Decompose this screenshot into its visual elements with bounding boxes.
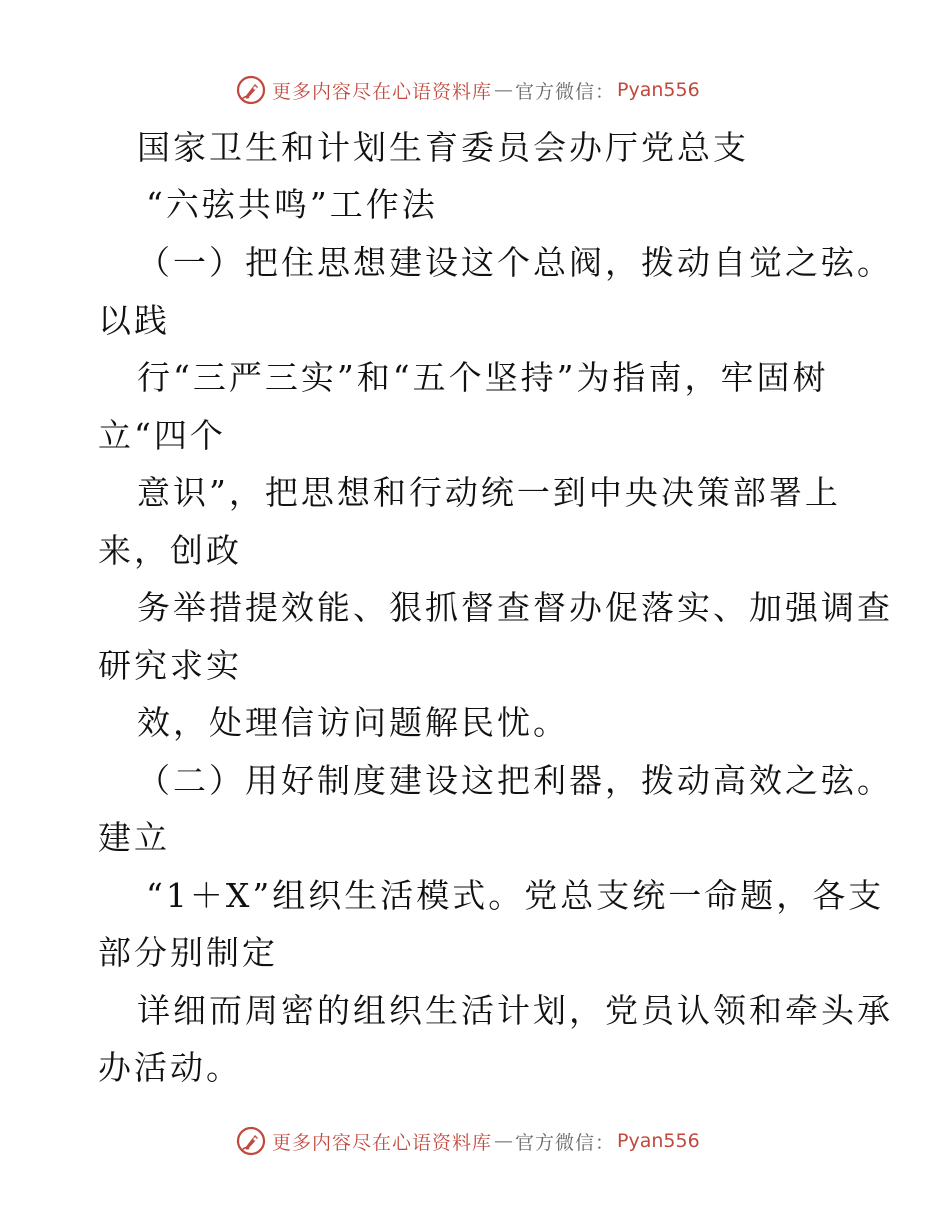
footer-watermark [236, 1124, 700, 1158]
paragraph-line: “1＋X”组织生活模式。党总支统一命题，各支 [146, 876, 885, 915]
watermark-wechat-id: Pyan556 [617, 1130, 700, 1152]
paragraph-line: 务举措提效能、狠抓督查督办促落实、加强调查 [137, 588, 893, 627]
paragraph-line: 详细而周密的组织生活计划，党员认领和牵头承 [137, 991, 893, 1030]
paragraph-line: 立“四个 [98, 416, 226, 455]
paragraph-line: 来，创政 [98, 531, 242, 570]
document-title: 国家卫生和计划生育委员会办厅党总支 [137, 128, 749, 167]
header-watermark [236, 73, 700, 107]
paragraph-line: 部分别制定 [98, 933, 278, 972]
watermark-dash: — [494, 1130, 514, 1152]
paragraph-line: 以践 [98, 301, 170, 340]
paragraph-line: （二）用好制度建设这把利器，拨动高效之弦。 [137, 761, 893, 800]
paragraph-line: 建立 [98, 818, 170, 857]
watermark-brand-text: 更多内容尽在心语资料库 [272, 80, 493, 103]
watermark-label: 官方微信： [515, 80, 616, 103]
watermark-brand-text: 更多内容尽在心语资料库 [272, 1131, 493, 1154]
watermark-dash: — [494, 79, 514, 101]
paragraph-line: （一）把住思想建设这个总阀，拨动自觉之弦。 [137, 243, 893, 282]
fountain-pen-logo-icon [236, 75, 266, 105]
document-subtitle: “六弦共鸣”工作法 [146, 185, 438, 224]
watermark-wechat-id: Pyan556 [617, 79, 700, 101]
fountain-pen-logo-icon [236, 1126, 266, 1156]
paragraph-line: 效，处理信访问题解民忧。 [137, 703, 569, 742]
paragraph-line: 意识”，把思想和行动统一到中央决策部署上 [137, 473, 841, 512]
paragraph-line: 研究求实 [98, 646, 242, 685]
paragraph-line: 办活动。 [98, 1048, 242, 1087]
paragraph-line: 行“三严三实”和“五个坚持”为指南，牢固树 [137, 358, 829, 397]
watermark-label: 官方微信： [515, 1131, 616, 1154]
